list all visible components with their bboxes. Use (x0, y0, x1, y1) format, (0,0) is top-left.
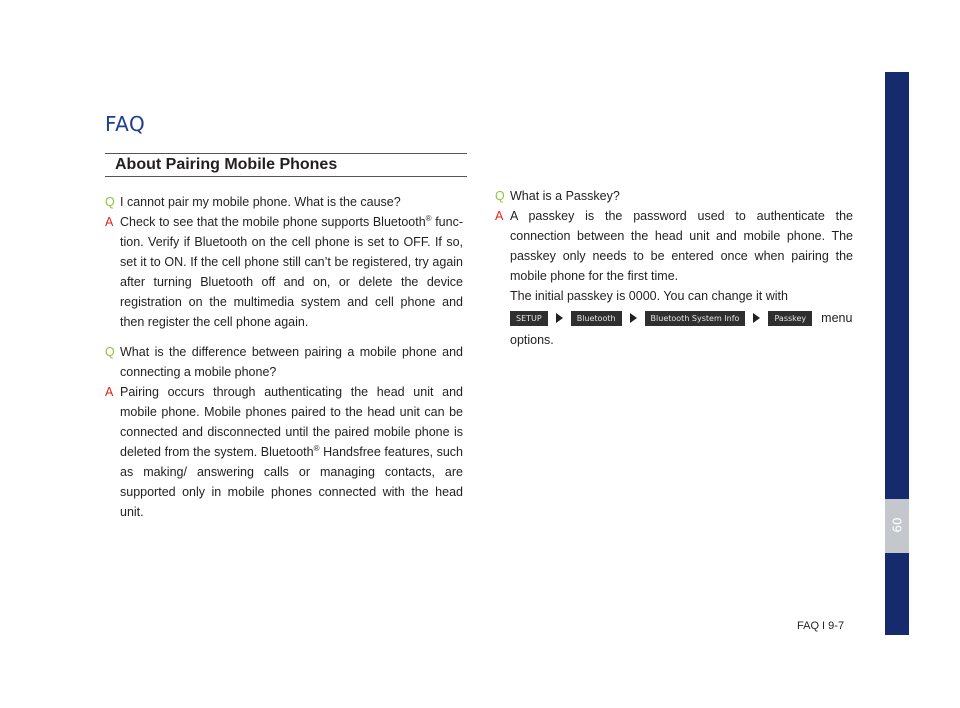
answer-3 (495, 206, 853, 350)
passkey-tag: Passkey (768, 311, 812, 326)
arrow-right-icon (630, 313, 637, 323)
answer-text-start: Pairing occurs through authenticating the head unit and mobile phone. Mobile phones paired to the head unit can be connected and disconnected until the paired mobile phone is deleted from the system. Bluetooth (120, 385, 463, 459)
bluetooth-tag: Bluetooth (571, 311, 622, 326)
answer-text-end: Handsfree features, such as making/ answering calls or managing contacts, are supported only in mobile phones connected with the head unit. (120, 445, 463, 519)
answer-passkey-line: The initial passkey is 0000. You can change it with (510, 289, 788, 303)
question-text: I cannot pair my mobile phone. What is the cause? (120, 195, 401, 209)
arrow-right-icon (753, 313, 760, 323)
page-title: FAQ (105, 112, 146, 136)
page-number: FAQ I 9-7 (797, 620, 845, 632)
menu-word: menu (821, 311, 853, 325)
question-1 (105, 192, 463, 212)
answer-text-end: func-tion. Verify if Bluetooth on the cell phone is set to OFF. If so, set it to ON. If the cell phone still can’t be registered, try again after turning Bluetooth off and on, or delete the device registration on the multimedia system and cell phone and then register the cell phone again. (120, 215, 463, 329)
answer-text-start: Check to see that the mobile phone supports Bluetooth (120, 215, 426, 229)
answer-text: A passkey is the password used to authenticate the connection between the head unit and mobile phone. The passkey only needs to be entered once when pairing the mobile phone for the first time. (510, 209, 853, 283)
answer-mark: A (495, 209, 504, 223)
section-heading-text: About Pairing Mobile Phones (115, 156, 338, 173)
question-text: What is a Passkey? (510, 189, 620, 203)
section-heading (105, 153, 467, 177)
question-mark: Q (105, 195, 115, 209)
answer-2 (105, 382, 463, 522)
chapter-sidebar (885, 72, 909, 635)
answer-mark: A (105, 385, 114, 399)
menu-path (510, 308, 853, 328)
left-column (105, 192, 463, 522)
registered-mark: ® (313, 443, 320, 453)
question-3 (495, 186, 853, 206)
right-column (495, 186, 853, 350)
arrow-right-icon (556, 313, 563, 323)
setup-tag: SETUP (510, 311, 548, 326)
answer-tail: options. (510, 333, 554, 347)
answer-mark: A (105, 215, 114, 229)
question-text: What is the difference between pairing a mobile phone and connecting a mobile phone? (120, 345, 463, 379)
chapter-tab (885, 499, 909, 553)
question-2 (105, 342, 463, 382)
answer-1 (105, 212, 463, 332)
chapter-number: 09 (889, 517, 904, 533)
bluetooth-system-info-tag: Bluetooth System Info (645, 311, 746, 326)
registered-mark: ® (425, 213, 432, 223)
question-mark: Q (495, 189, 505, 203)
question-mark: Q (105, 345, 115, 359)
